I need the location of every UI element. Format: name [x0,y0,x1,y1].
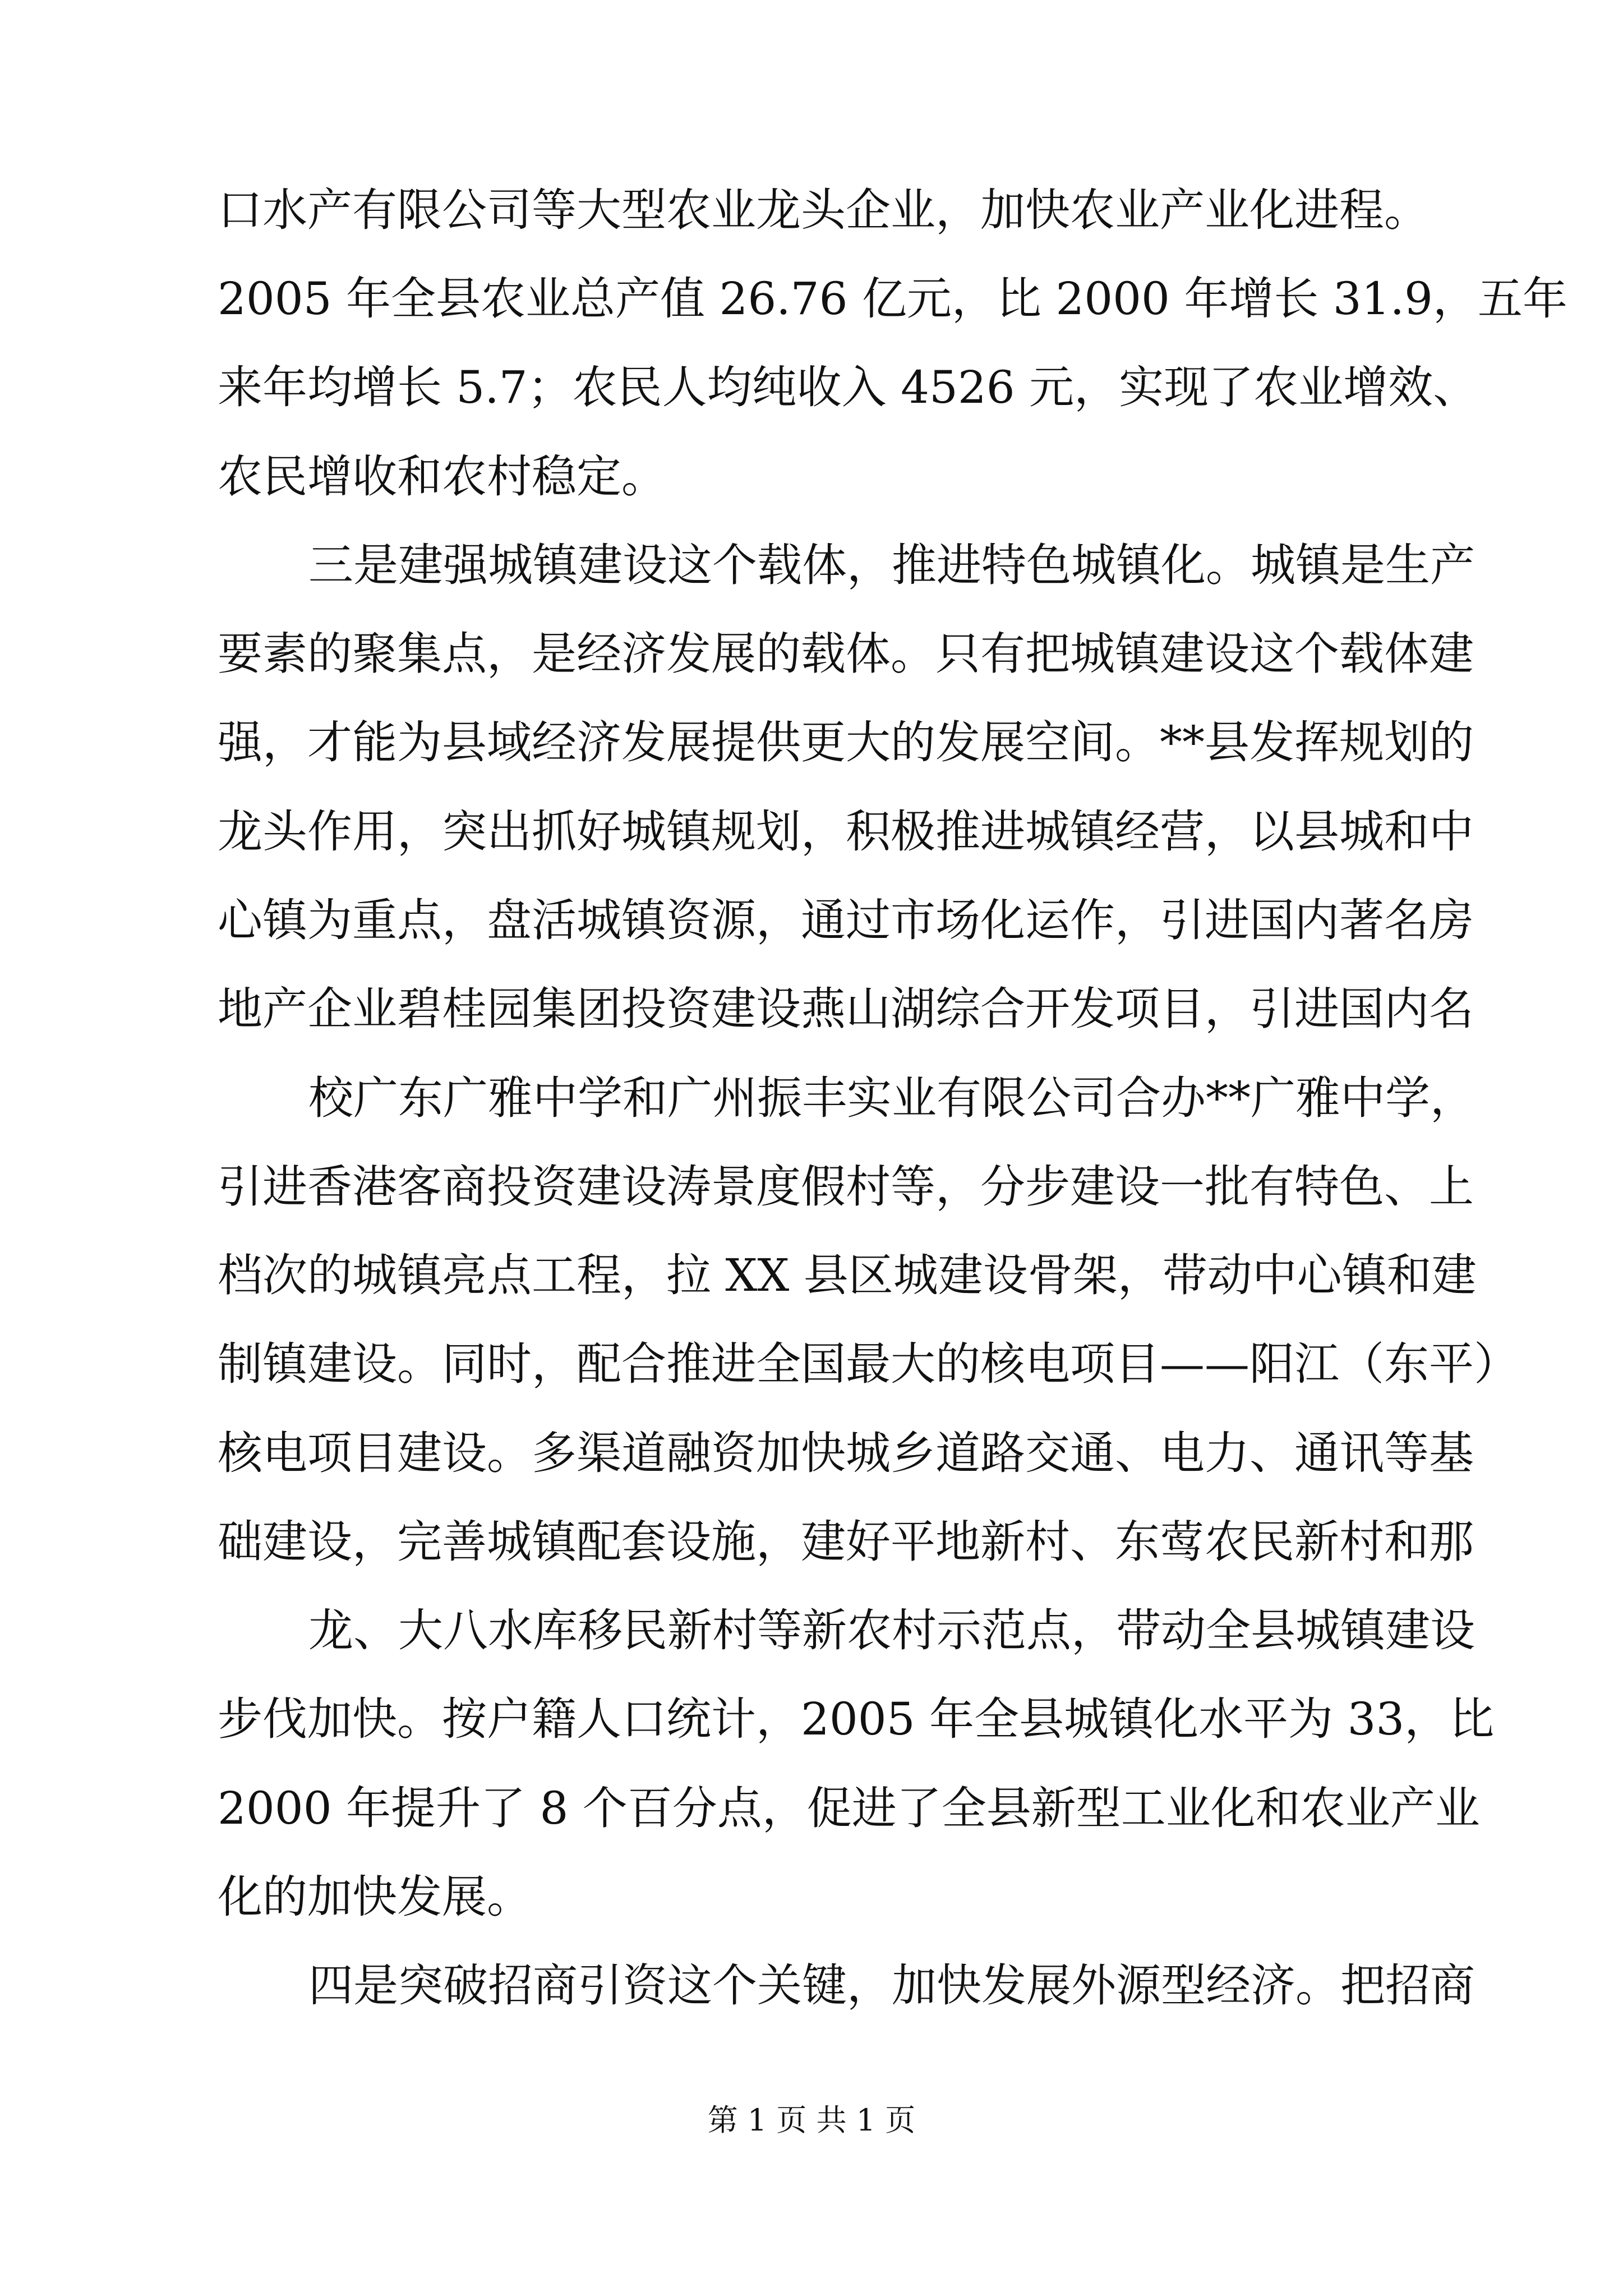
text-line: 化的加快发展。 [218,1871,532,1923]
paragraph-start-line: 三是建强城镇建设这个载体，推进特色城镇化。城镇是生产 [308,539,1475,591]
text-line: 2005 年全县农业总产值 26.76 亿元，比 2000 年增长 31.9，五年 [218,273,1567,325]
text-line: 档次的城镇亮点工程，拉 XX 县区城建设骨架，带动中心镇和建 [218,1249,1477,1301]
text-line: 引进香港客商投资建设涛景度假村等，分步建设一批有特色、上 [218,1161,1474,1213]
text-line: 制镇建设。同时，配合推进全国最大的核电项目——阳江（东平） [218,1338,1519,1390]
paragraph-start-line: 四是突破招商引资这个关键，加快发展外源型经济。把招商 [308,1959,1475,2012]
text-line: 要素的聚集点，是经济发展的载体。只有把城镇建设这个载体建 [218,628,1474,680]
text-line: 核电项目建设。多渠道融资加快城乡道路交通、电力、通讯等基 [218,1427,1474,1479]
page-number-footer: 第 1 页 共 1 页 [707,2102,916,2138]
paragraph-start-line: 龙、大八水库移民新村等新农村示范点，带动全县城镇建设 [308,1604,1475,1657]
text-line: 础建设，完善城镇配套设施，建好平地新村、东莺农民新村和那 [218,1516,1474,1568]
text-line: 口水产有限公司等大型农业龙头企业，加快农业产业化进程。 [218,184,1429,236]
text-line: 强，才能为县域经济发展提供更大的发展空间。**县发挥规划的 [218,716,1474,769]
paragraph-start-line: 校广东广雅中学和广州振丰实业有限公司合办**广雅中学， [308,1072,1475,1124]
text-line: 2000 年提升了 8 个百分点，促进了全县新型工业化和农业产业 [218,1782,1480,1834]
text-line: 农民增收和农村稳定。 [218,450,666,503]
text-line: 龙头作用，突出抓好城镇规划，积极推进城镇经营，以县城和中 [218,806,1474,858]
text-line: 心镇为重点，盘活城镇资源，通过市场化运作，引进国内著名房 [218,894,1474,946]
text-line: 地产企业碧桂园集团投资建设燕山湖综合开发项目，引进国内名 [218,983,1474,1035]
text-line: 步伐加快。按户籍人口统计，2005 年全县城镇化水平为 33，比 [218,1693,1495,1745]
text-line: 来年均增长 5.7；农民人均纯收入 4526 元，实现了农业增效、 [218,361,1478,413]
